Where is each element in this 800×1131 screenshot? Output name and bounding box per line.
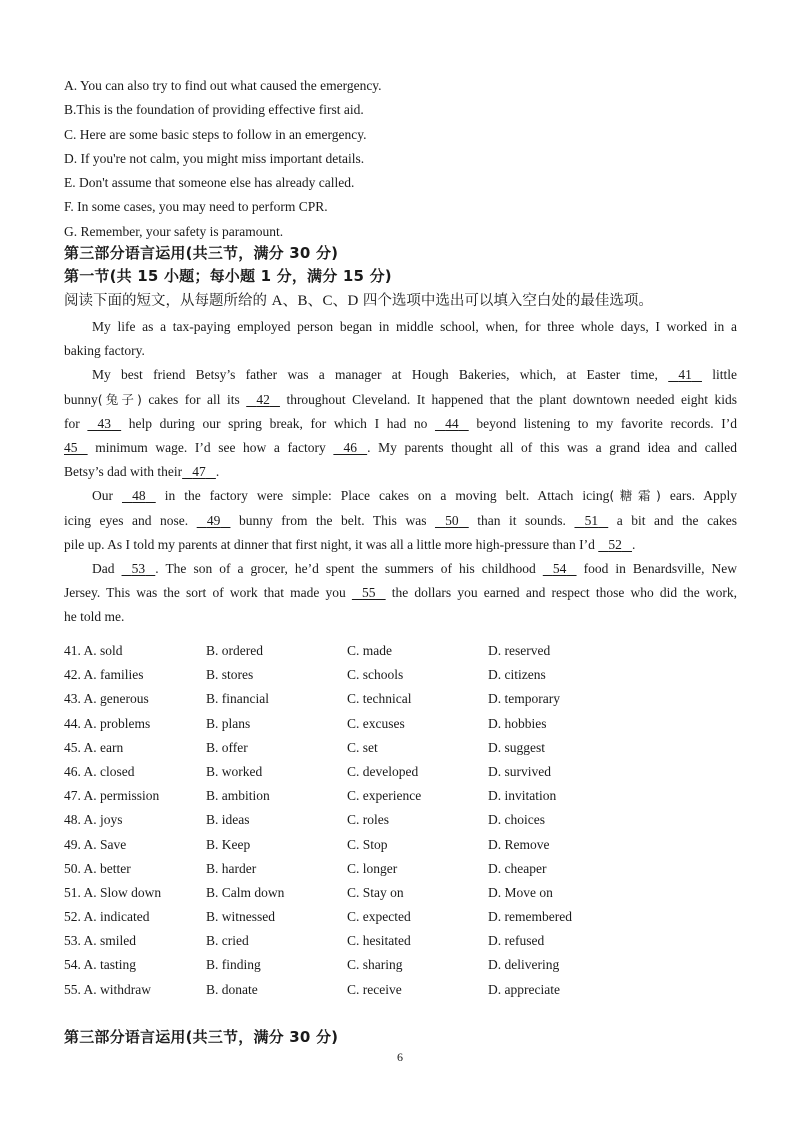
passage-text: beyond listening to my favorite records. I’d [476, 415, 737, 431]
passage-text: help during our spring break, for which I had no [128, 415, 428, 431]
choice-option: C. Stay on [347, 884, 404, 900]
passage-text: food in Benardsville, New [583, 560, 738, 576]
choice-option: 53. A. smiled [64, 933, 137, 949]
instruction-after: 四个选项中选出可以填入空白处的最佳选项。 [358, 293, 653, 309]
passage-text: bunny from the belt. This was [238, 512, 427, 528]
option-line-f: F. In some cases, you may need to perform CPR. [64, 199, 328, 215]
passage-line [64, 436, 737, 460]
passage-line [64, 509, 737, 533]
passage-text: icing eyes and nose. [64, 512, 189, 528]
blank-46: 46 [343, 439, 357, 455]
passage-text: Dad [92, 560, 115, 576]
page-number: 6 [397, 1050, 403, 1064]
choice-option: B. finding [206, 957, 261, 973]
passage-text: ears. Apply [669, 488, 738, 504]
passage-cjk-gloss: (兔子) [97, 391, 142, 407]
choice-option: D. appreciate [488, 981, 560, 997]
blank-50: 50 [445, 512, 459, 528]
choice-option: C. excuses [347, 715, 405, 731]
blank-45: 45 [64, 439, 78, 455]
passage-text: Our [92, 488, 113, 504]
choice-row-47 [64, 784, 704, 808]
passage-line [64, 363, 737, 387]
passage-text: bunny [64, 391, 98, 407]
choice-option: 42. A. families [64, 667, 144, 683]
choice-option: B. ambition [206, 788, 270, 804]
passage-text: a bit and the cakes [616, 512, 738, 528]
passage-line [64, 557, 737, 581]
option-line-e: E. Don't assume that someone else has already called. [64, 175, 355, 191]
choice-option: C. longer [347, 860, 398, 876]
choice-option: 51. A. Slow down [64, 884, 162, 900]
choice-option: 50. A. better [64, 860, 131, 876]
passage-line [64, 605, 737, 629]
passage-line [64, 315, 737, 339]
passage-text: the dollars you earned and respect those who did the work, [391, 585, 738, 601]
passage-line [64, 533, 737, 557]
passage-text: he told me. [64, 609, 125, 625]
choice-option: 52. A. indicated [64, 909, 150, 925]
passage-text: cakes for all its [148, 391, 240, 407]
choice-option: C. sharing [347, 957, 403, 973]
choice-row-43 [64, 687, 704, 711]
choice-option: B. Keep [206, 836, 251, 852]
passage-text: little [712, 367, 738, 383]
choice-option: B. financial [206, 691, 269, 707]
choice-option: C. set [347, 739, 378, 755]
passage-line [64, 339, 737, 363]
choice-option: D. hobbies [488, 715, 547, 731]
choice-option: D. reserved [488, 643, 551, 658]
blank-51: 51 [584, 512, 599, 528]
choice-row-55 [64, 978, 704, 1002]
choice-option: D. citizens [488, 667, 546, 683]
choice-option: B. worked [206, 763, 263, 779]
choice-option: 55. A. withdraw [64, 981, 151, 997]
choice-option: B. Calm down [206, 884, 285, 900]
choice-option: B. stores [206, 667, 254, 683]
passage-text: . [632, 536, 636, 552]
choice-option: 44. A. problems [64, 715, 151, 731]
choice-option: C. schools [347, 667, 404, 683]
choice-option: D. invitation [488, 788, 557, 804]
choice-option: 47. A. permission [64, 788, 160, 804]
instruction-letters: A、B、C、D [271, 293, 359, 309]
option-line-a: A. You can also try to find out what caused the emergency. [64, 78, 382, 93]
passage-text: . My parents thought all of this was a grand idea and called [367, 439, 738, 455]
choice-option: D. temporary [488, 691, 560, 707]
passage-text: for [64, 415, 80, 431]
passage-line [64, 388, 737, 412]
passage-cjk-gloss: (糖霜) [609, 488, 661, 504]
choice-row-52 [64, 905, 704, 929]
choice-row-50 [64, 857, 704, 881]
choice-option: C. Stop [347, 836, 388, 852]
passage-text: My life as a tax-paying employed person began in middle school, when, for three whole days, I worked in a [92, 319, 737, 334]
choice-option: C. expected [347, 909, 411, 925]
footer-part-heading: 第三部分语言运用(共三节，满分 30 分) [64, 1028, 339, 1046]
blank-42: 42 [256, 391, 270, 407]
choice-option: C. hesitated [347, 933, 411, 949]
blank-49: 49 [206, 512, 221, 528]
choice-option: D. Move on [488, 884, 553, 900]
choice-row-46 [64, 760, 704, 784]
choice-option: D. delivering [488, 957, 560, 973]
choice-option: 46. A. closed [64, 763, 135, 779]
choice-row-54 [64, 953, 704, 977]
passage-line [64, 484, 737, 508]
passage-text: throughout Cleveland. It happened that the plant downtown needed eight kids [286, 391, 738, 407]
passage-text: . The son of a grocer, he’d spent the summers of his childhood [155, 560, 536, 576]
section-heading: 第一节(共 15 小题；每小题 1 分，满分 15 分) [64, 267, 392, 285]
choice-option: C. experience [347, 788, 422, 804]
passage-text: My best friend Betsy’s father was a manager at Hough Bakeries, which, at Easter time, [92, 367, 658, 383]
blank-52: 52 [608, 536, 622, 552]
choice-option: 41. A. sold [64, 643, 123, 658]
answer-choices-table [64, 639, 704, 1002]
choice-option: D. Remove [488, 836, 550, 852]
choice-option: B. offer [206, 739, 248, 755]
choice-option: B. ideas [206, 812, 250, 828]
passage-text: Jersey. This was the sort of work that made you [64, 585, 346, 601]
option-line-c: C. Here are some basic steps to follow in an emergency. [64, 126, 367, 142]
choice-option: B. donate [206, 981, 258, 997]
instruction-before: 阅读下面的短文，从每题所给的 [64, 293, 272, 309]
passage-line [64, 460, 737, 484]
passage-text: . [215, 464, 220, 480]
choice-option: 49. A. Save [64, 836, 127, 852]
choice-option: 54. A. tasting [64, 957, 137, 973]
option-line-g: G. Remember, your safety is paramount. [64, 223, 284, 239]
choice-option: C. receive [347, 981, 402, 997]
choice-option: D. suggest [488, 739, 545, 755]
choice-option: B. harder [206, 860, 257, 876]
blank-43: 43 [97, 415, 112, 431]
passage-text: than it sounds. [477, 512, 566, 528]
choice-row-48 [64, 808, 704, 832]
blank-44: 44 [445, 415, 459, 431]
choice-option: D. refused [488, 933, 545, 949]
cloze-passage [64, 315, 737, 629]
passage-line [64, 412, 737, 436]
blank-41: 41 [678, 367, 692, 383]
passage-text: pile up. As I told my parents at dinner that first night, it was all a little more high-pressure than I’d [64, 536, 595, 552]
instruction-text [64, 289, 653, 310]
choice-option: D. cheaper [488, 860, 547, 876]
choice-option: C. developed [347, 763, 419, 779]
choice-option: 43. A. generous [64, 691, 149, 707]
choice-option: B. ordered [206, 643, 263, 658]
choice-row-44 [64, 712, 704, 736]
part-heading: 第三部分语言运用(共三节，满分 30 分) [64, 244, 339, 262]
choice-option: 45. A. earn [64, 739, 124, 755]
choice-row-53 [64, 929, 704, 953]
choice-option: B. plans [206, 715, 251, 731]
choice-row-42 [64, 663, 704, 687]
choice-row-51 [64, 881, 704, 905]
choice-option: B. cried [206, 933, 249, 949]
choice-option: C. made [347, 643, 392, 658]
option-line-b: B.This is the foundation of providing effective first aid. [64, 102, 364, 118]
choice-option: D. choices [488, 812, 545, 828]
passage-text: minimum wage. I’d see how a factory [95, 439, 326, 455]
passage-text: baking factory. [64, 343, 145, 359]
choice-option: B. witnessed [206, 909, 275, 925]
passage-text: in the factory were simple: Place cakes on a moving belt. Attach icing [164, 488, 610, 504]
choice-option: D. remembered [488, 909, 572, 925]
passage-line [64, 581, 737, 605]
blank-48: 48 [132, 488, 146, 504]
passage-text: Betsy’s dad with their [64, 464, 183, 480]
sentence-options-list [64, 74, 744, 244]
blank-53: 53 [131, 560, 146, 576]
choice-option: D. survived [488, 763, 551, 779]
choice-option: C. technical [347, 691, 412, 707]
blank-47: 47 [192, 464, 206, 480]
choice-option: C. roles [347, 812, 389, 828]
choice-row-45 [64, 736, 704, 760]
choice-row-41 [64, 639, 704, 663]
blank-55: 55 [362, 585, 376, 601]
choice-option: 48. A. joys [64, 812, 123, 828]
blank-54: 54 [552, 560, 567, 576]
option-line-d: D. If you're not calm, you might miss important details. [64, 150, 365, 166]
choice-row-49 [64, 833, 704, 857]
